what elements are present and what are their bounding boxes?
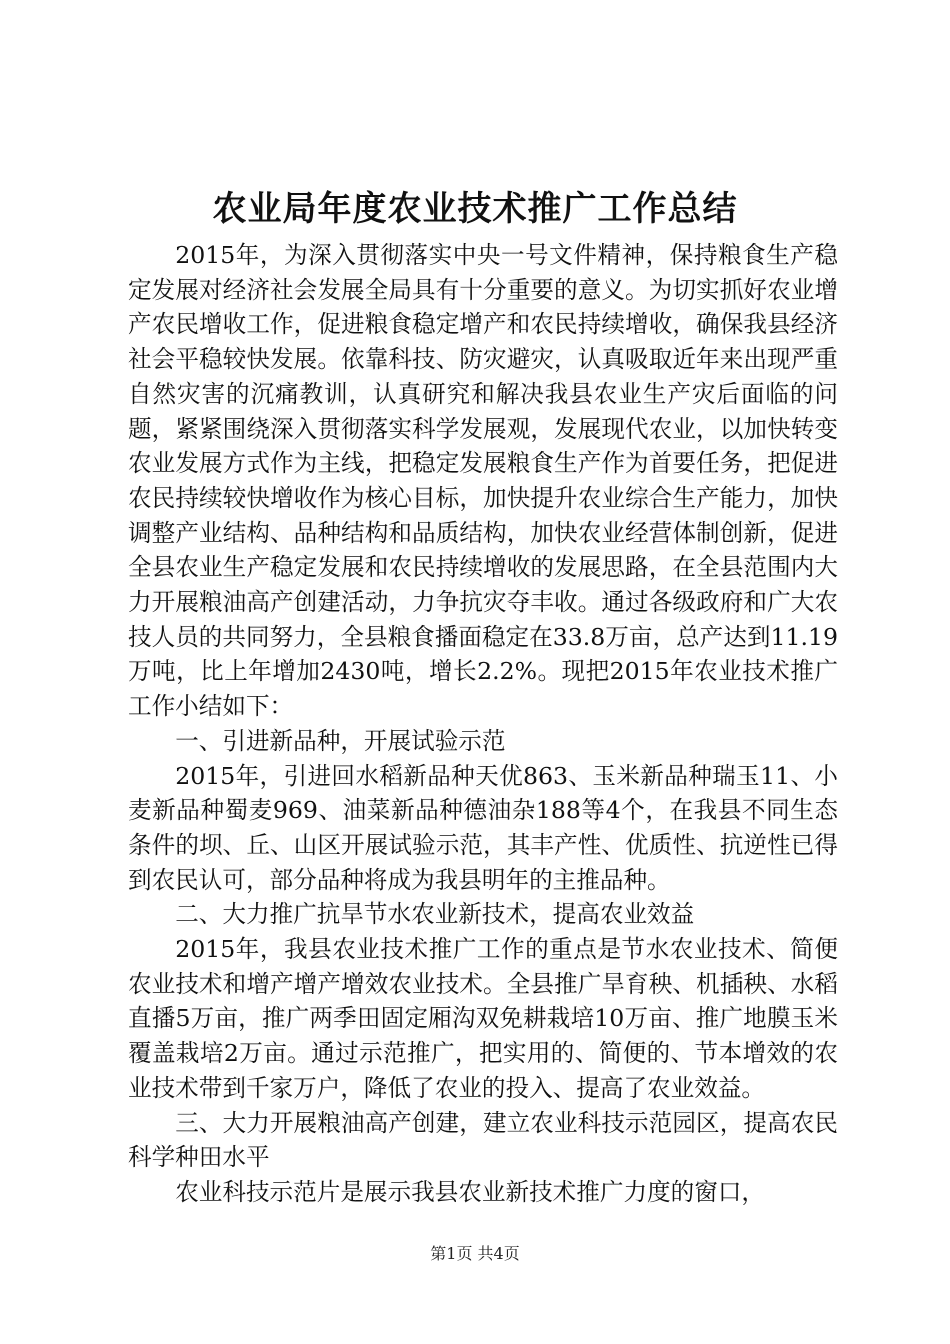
paragraph-section-2: 2015年，我县农业技术推广工作的重点是节水农业技术、简便农业技术和增产增产增效农业技术。全县推广旱育秧、机插秧、水稻直播5万亩，推广两季田固定厢沟双免耕栽培10万亩、推广地膜玉米覆盖栽培2万亩。通过示范推广，把实用的、简便的、节本增效的农业技术带到千家万户，降低了农业的投入、提高了农业效益。 [128,935,838,1102]
paragraph-section-1: 2015年，引进回水稻新品种天优863、玉米新品种瑞玉11、小麦新品种蜀麦969、油菜新品种德油杂188等4个，在我县不同生态条件的坝、丘、山区开展试验示范，其丰产性、优质性、抗逆性已得到农民认可，部分品种将成为我县明年的主推品种。 [128,761,838,894]
document-title: 农业局年度农业技术推广工作总结 [212,189,738,229]
paragraph-intro: 2015年，为深入贯彻落实中央一号文件精神，保持粮食生产稳定发展对经济社会发展全局具有十分重要的意义。为切实抓好农业增产农民增收工作，促进粮食稳定增产和农民持续增收，确保我县经济社会平稳较快发展。依靠科技、防灾避灾，认真吸取近年来出现严重自然灾害的沉痛教训，认真研究和解决我县农业生产灾后面临的问题，紧紧围绕深入贯彻落实科学发展观，发展现代农业，以加快转变农业发展方式作为主线，把稳定发展粮食生产作为首要任务，把促进农民持续较快增收作为核心目标，加快提升农业综合生产能力，加快调整产业结构、品种结构和品质结构，加快农业经营体制创新，促进全县农业生产稳定发展和农民持续增收的发展思路，在全县范围内大力开展粮油高产创建活动，力争抗灾夺丰收。通过各级政府和广大农技人员的共同努力，全县粮食播面稳定在33.8万亩，总产达到11.19万吨，比上年增加2430吨，增长2.2%。现把2015年农业技术推广工作小结如下： [128,241,838,721]
paragraph-section-3: 农业科技示范片是展示我县农业新技术推广力度的窗口， [175,1177,766,1206]
section-heading-2: 二、大力推广抗旱节水农业新技术，提高农业效益 [175,900,695,929]
section-heading-1: 一、引进新品种，开展试验示范 [175,726,506,755]
section-heading-3: 三、大力开展粮油高产创建，建立农业科技示范园区，提高农民科学种田水平 [128,1108,838,1172]
page-footer: 第1页 共4页 [430,1244,520,1263]
document-body [128,238,838,1210]
